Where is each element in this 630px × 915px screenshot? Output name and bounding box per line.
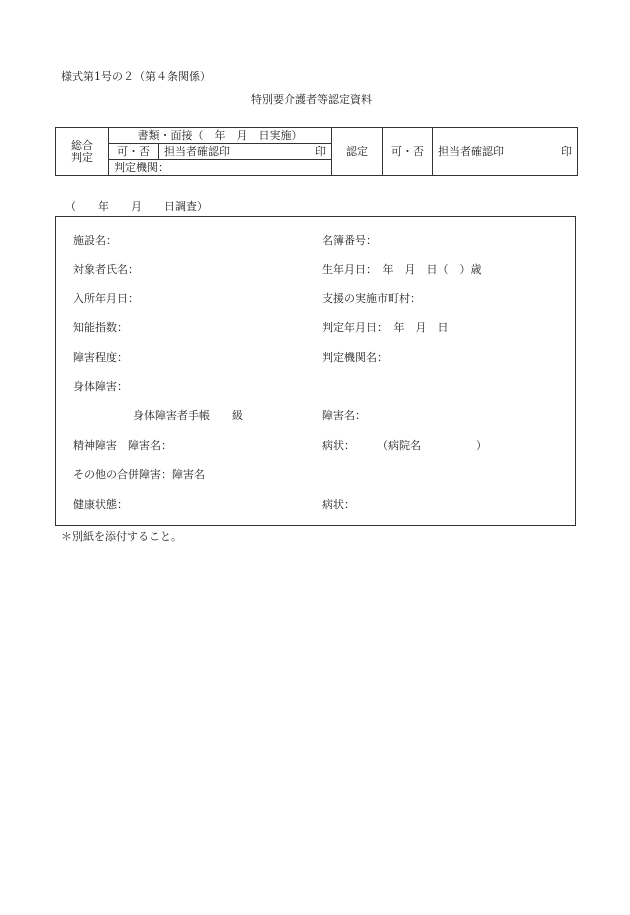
form-number: 様式第1号の２（第４条関係） bbox=[61, 70, 211, 83]
judgment-date-label: 判定年月日： 年 月 日 bbox=[322, 321, 449, 334]
facility-name-label: 施設名： bbox=[73, 234, 117, 247]
mental-disability-label: 精神障害 障害名： bbox=[73, 439, 172, 452]
condition-label: 病状： bbox=[322, 498, 355, 511]
document-interview-cell: 書類・面接（ 年 月 日実施） bbox=[109, 128, 332, 144]
sogo-hantei-cell bbox=[56, 128, 109, 176]
tanto-kakunin-label: 担当者確認印 bbox=[164, 144, 230, 158]
nintei-confirm-cell bbox=[433, 128, 578, 176]
nintei-ka-hi-cell: 可・否 bbox=[383, 128, 433, 176]
seal-label-2: 印 bbox=[561, 144, 572, 158]
admission-date-label: 入所年月日： bbox=[73, 292, 139, 305]
subject-name-label: 対象者氏名： bbox=[73, 263, 139, 276]
form-title: 特別要介護者等認定資料 bbox=[251, 93, 372, 106]
tanto-kakunin-label-2: 担当者確認印 bbox=[438, 144, 504, 158]
judgment-agency-label: 判定機関名： bbox=[322, 351, 388, 364]
disability-handbook-label: 身体障害者手帳 級 bbox=[133, 409, 243, 422]
physical-disability-label: 身体障害： bbox=[73, 380, 128, 393]
nintei-cell: 認定 bbox=[332, 128, 383, 176]
summary-judgment-table bbox=[55, 127, 578, 176]
condition-hospital-label: 病状： （病院名 ） bbox=[322, 439, 487, 452]
survey-date: （ 年 月 日調査） bbox=[65, 200, 208, 213]
sogo-label: 総合 bbox=[71, 138, 93, 152]
seal-label: 印 bbox=[315, 144, 326, 158]
health-status-label: 健康状態： bbox=[73, 498, 128, 511]
survey-details-box bbox=[55, 216, 576, 526]
register-number-label: 名簿番号： bbox=[322, 234, 377, 247]
tanto-confirm-cell bbox=[159, 144, 332, 160]
footnote: ＊別紙を添付すること。 bbox=[61, 530, 182, 543]
birthdate-label: 生年月日： 年 月 日（ ）歳 bbox=[322, 263, 482, 276]
hantei-kikan-cell: 判定機関： bbox=[109, 160, 332, 176]
municipality-label: 支援の実施市町村： bbox=[322, 292, 421, 305]
disability-name-label: 障害名： bbox=[322, 409, 366, 422]
disability-level-label: 障害程度： bbox=[73, 351, 128, 364]
iq-label: 知能指数： bbox=[73, 321, 128, 334]
other-disability-label: その他の合併障害：障害名 bbox=[73, 468, 205, 481]
hantei-label: 判定 bbox=[71, 150, 93, 164]
ka-hi-cell: 可・否 bbox=[109, 144, 159, 160]
